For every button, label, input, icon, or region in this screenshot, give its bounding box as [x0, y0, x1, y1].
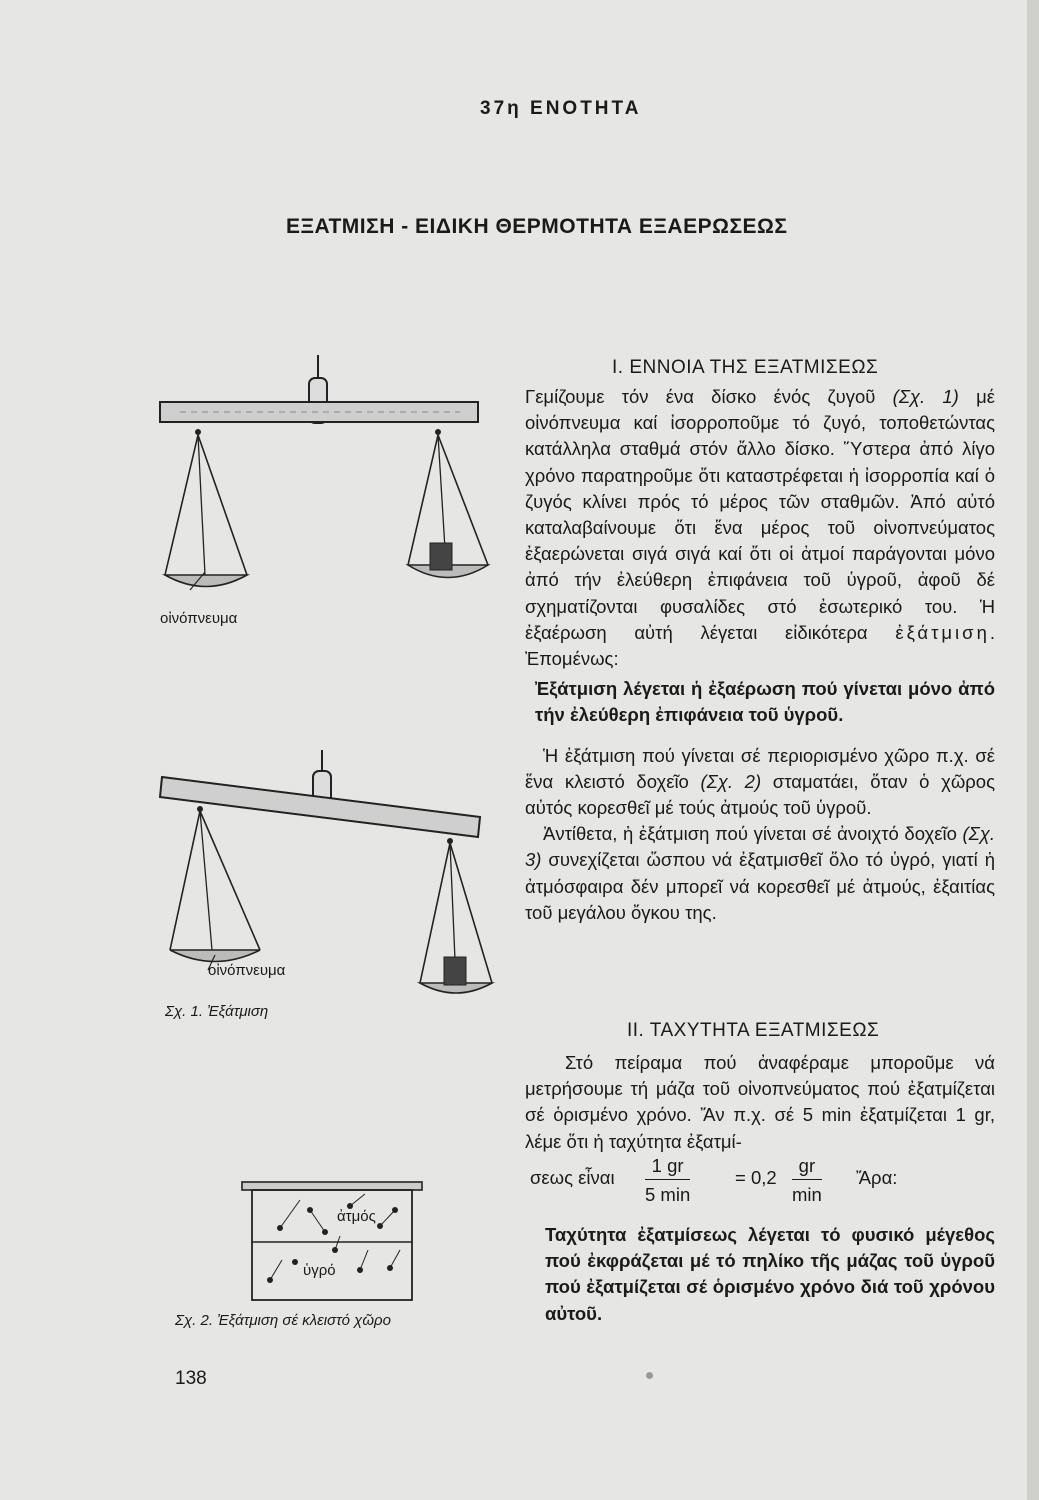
p1-figure-ref: (Σχ. 1): [892, 386, 959, 407]
section1-body: [525, 384, 995, 926]
formula-prefix: σεως εἶναι: [530, 1167, 615, 1188]
page-mark: [646, 1372, 653, 1379]
balance-scale-figure-top: [150, 350, 490, 610]
section1-paragraph3: [525, 821, 995, 926]
p2-figure-ref: (Σχ. 2): [700, 770, 762, 792]
evaporation-rate-definition: Ταχύτητα ἐξατμίσεως λέγεται τό φυσικό μέγεθος πού ἐκφράζεται μέ τό πηλίκο τῆς μάζας τοῦ ὑγροῦ πού ἐξατμίζεται σέ ὁρισμένο χρόνο διά τοῦ χρόνου αὐτοῦ.: [545, 1224, 995, 1324]
label-alcohol-bottom: οἰνόπνευμα: [208, 962, 286, 979]
formula-suffix: Ἄρα:: [856, 1167, 898, 1188]
section1-paragraph2: [525, 743, 995, 822]
section2-paragraph1: Στό πείραμα πού ἀναφέραμε μποροῦμε νά μετρήσουμε τή μάζα τοῦ οἰνοπνεύματος πού ἐξατμίζεται σέ ὁρισμένο χρόνο. Ἄν π.χ. σέ 5 min ἐξατμίζεται 1 gr, λέμε ὅτι ἡ ταχύτητα ἐξατμί-: [525, 1052, 995, 1152]
formula-equals: = 0,2: [735, 1167, 777, 1188]
caption-fig1: Σχ. 1. Ἐξάτμιση: [165, 1003, 269, 1020]
fraction-1: [645, 1155, 690, 1206]
label-vapor: ἀτμός: [337, 1208, 376, 1225]
p1-text-b: μέ οἰνόπνευμα καί ἰσορροποῦμε τό ζυγό, τοποθετώντας κατάλληλα σταθμά στόν ἄλλο δίσκο. Ὕστερα ἀπό λίγο χρόνο παρατηροῦμε ὅτι καταστρέφεται ἡ ἰσορροπία καί ὁ ζυγός κλίνει πρός τό μέρος τῶν σταθμῶν. Ἀπό αὐτό καταλαβαίνουμε ὅτι ἕνα μέρος τοῦ οἰνοπνεύματος ἐξαερώνεται σιγά σιγά καί ὅτι οἱ ἀτμοί παράγονται μόνο ἀπό τήν ἐλεύθερη ἐπιφάνεια τοῦ ὑγροῦ, ἀφοῦ δέ σχηματίζονται φυσαλίδες στό ἐσωτερικό του. Ἡ ἐξαέρωση αὐτή λέγεται εἰδικότερα: [525, 386, 995, 643]
evaporation-definition: Ἐξάτμιση λέγεται ἡ ἐξαέρωση πού γίνεται μόνο ἀπό τήν ἐλεύθερη ἐπιφάνεια τοῦ ὑγροῦ.: [535, 678, 995, 726]
unit-heading: 37η ΕΝΟΤΗΤΑ: [480, 98, 642, 119]
page-title: ΕΞΑΤΜΙΣΗ - ΕΙΔΙΚΗ ΘΕΡΜΟΤΗΤΑ ΕΞΑΕΡΩΣΕΩΣ: [286, 215, 788, 238]
balance-scale-figure-bottom: [150, 745, 490, 1005]
label-alcohol-top: οἰνόπνευμα: [160, 610, 238, 627]
fraction-2-numerator: gr: [792, 1155, 822, 1180]
p1-text-c: . Ἐπομένως:: [525, 621, 996, 670]
p2-text-a: Ἡ ἐξάτμιση πού γίνεται σέ περιορισμένο χῶρο π.χ. σέ ἕνα κλειστό δοχεῖο: [525, 744, 995, 792]
fraction-1-denominator: 5 min: [645, 1184, 691, 1205]
p1-text-a: Γεμίζουμε τόν ένα δίσκο ένός ζυγοῦ: [525, 386, 876, 407]
label-liquid: ὑγρό: [303, 1262, 336, 1279]
section2-heading: ΙΙ. ΤΑΧΥΤΗΤΑ ΕΞΑΤΜΙΣΕΩΣ: [627, 1020, 880, 1041]
closed-container-figure: [240, 1180, 430, 1310]
page-edge: [1027, 0, 1039, 1500]
p3-text-b: συνεχίζεται ὥσπου νά ἐξατμισθεῖ ὅλο τό ὑγρό, γιατί ἡ ἀτμόσφαιρα δέν μπορεῖ νά κορεσθεῖ μέ ἀτμούς, ἐξαιτίας τοῦ μεγάλου ὄγκου της.: [525, 849, 996, 923]
p2-text-b: σταματάει, ὅταν ὁ χῶρος αὐτός κορεσθεῖ μέ τούς ἀτμούς τοῦ ὑγροῦ.: [525, 770, 995, 819]
section1-paragraph1: [525, 384, 995, 672]
evaporation-rate-formula: [530, 1155, 1000, 1215]
page-number: 138: [175, 1368, 207, 1389]
caption-fig2: Σχ. 2. Ἐξάτμιση σέ κλειστό χῶρο: [175, 1312, 391, 1329]
section1-heading: Ι. ΕΝΝΟΙΑ ΤΗΣ ΕΞΑΤΜΙΣΕΩΣ: [612, 357, 879, 378]
fraction-1-numerator: 1 gr: [645, 1155, 690, 1180]
fraction-2: [792, 1155, 822, 1206]
p3-text-a: Ἀντίθετα, ἡ ἐξάτμιση πού γίνεται σέ ἀνοιχτό δοχεῖο: [543, 823, 957, 845]
fraction-2-denominator: min: [792, 1184, 822, 1205]
p1-term: ἐξάτμιση: [895, 621, 990, 643]
p3-figure-ref: (Σχ. 3): [525, 823, 996, 871]
